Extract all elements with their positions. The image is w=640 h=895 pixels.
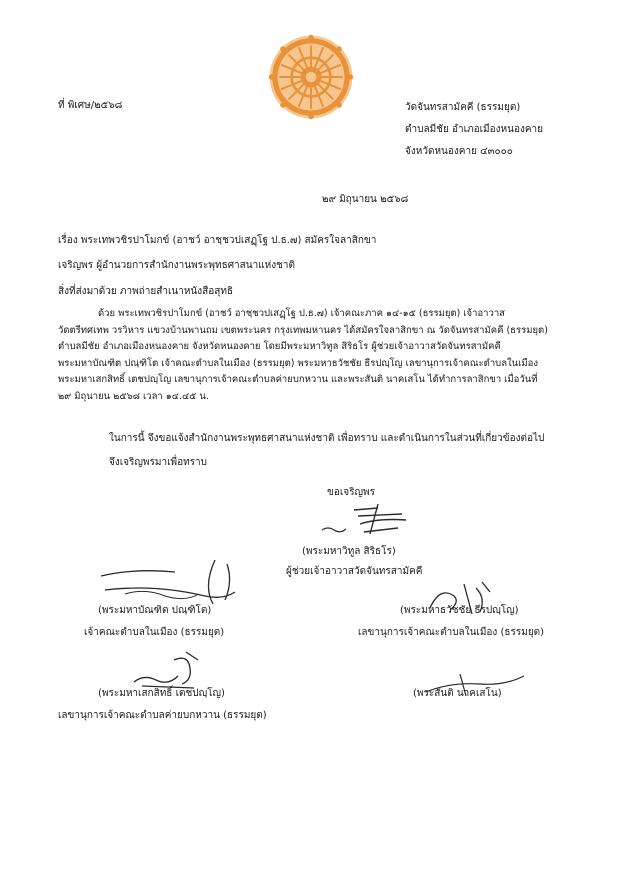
- signer-right2-name: (พระสันติ นาคเสโน): [413, 688, 502, 699]
- signer-right1-title: เลขานุการเจ้าคณะตำบลในเมือง (ธรรมยุต): [358, 627, 545, 638]
- body-line-5: พระมหาเสกสิทธิ์ เตชปญฺโญ เลขานุการเจ้าคณะตำบลค่ายบกหวาน และพระสันติ นาคเสโน ได้ทำการลาสิกขา เมื่อวันที่: [58, 374, 538, 385]
- subject-line: เรื่อง พระเทพวชิรปาโมกข์ (อาชว์ อาชฺชวปเสฏฺโฐ ป.ธ.๗) สมัครใจลาสิกขา: [58, 235, 377, 246]
- org-line-2: ตำบลมีชัย อำเภอเมืองหนองคาย: [405, 124, 544, 135]
- body-line-2: วัดตรีทศเทพ วรวิหาร แขวงบ้านพานถม เขตพระนคร กรุงเทพมหานคร ได้สมัครใจลาสิกขา ณ วัดจันทรสามัคคี (ธรรมยุต): [58, 324, 548, 336]
- signer-main-title: ผู้ช่วยเจ้าอาวาสวัดจันทรสามัคคี: [286, 566, 423, 577]
- reference-number: ที่ พิเศษ/๒๕๖๘: [58, 100, 123, 111]
- org-line-3: จังหวัดหนองคาย ๔๓๐๐๐: [405, 146, 513, 157]
- signer-main-name: (พระมหาวิทูล สิริธโร): [302, 546, 396, 557]
- body-line-1: ด้วย พระเทพวชิรปาโมกข์ (อาชว์ อาชฺชวปเสฏฺโฐ ป.ธ.๗) เจ้าคณะภาค ๑๔-๑๕ (ธรรมยุต) เจ้าอาวาส: [98, 308, 505, 319]
- dharma-wheel-emblem: [267, 33, 355, 121]
- enclosure-line: สิ่งที่ส่งมาด้วย ภาพถ่ายสำเนาหนังสือสุทธิ: [58, 286, 234, 297]
- signer-left2-name: (พระมหาเสกสิทธิ์ เตชปญฺโญ): [98, 688, 225, 699]
- signer-left1-title: เจ้าคณะตำบลในเมือง (ธรรมยุต): [84, 627, 225, 638]
- salutation: ขอเจริญพร: [327, 487, 375, 498]
- org-line-1: วัดจันทรสามัคคี (ธรรมยุต): [405, 102, 521, 113]
- signer-right1-name: (พระมหาธวัชชัย ธีรปญฺโญ): [400, 605, 519, 616]
- signature-left1: [95, 556, 245, 608]
- recipient-line: เจริญพร ผู้อำนวยการสำนักงานพระพุทธศาสนาแห่งชาติ: [58, 260, 296, 271]
- body-line-6: ๒๙ มิถุนายน ๒๕๖๘ เวลา ๑๔.๔๕ น.: [58, 390, 209, 402]
- body-line-3: ตำบลมีชัย อำเภอเมืองหนองคาย จังหวัดหนองคาย โดยมีพระมหาวิทูล สิริธโร ผู้ช่วยเจ้าอาวาสวัดจันทรสามัคคี: [58, 341, 501, 352]
- body-line-4: พระมหาบัณฑิต ปณฺฑิโต เจ้าคณะตำบลในเมือง (ธรรมยุต) พระมหาธวัชชัย ธีรปญฺโญ เลขานุการเจ้าคณะตำบลในเมือง: [58, 357, 539, 369]
- closing-request: จึงเจริญพรมาเพื่อทราบ: [109, 457, 208, 468]
- letter-date: ๒๙ มิถุนายน ๒๕๖๘: [322, 194, 409, 205]
- body-paragraph: [58, 306, 578, 405]
- signer-left2-title: เลขานุการเจ้าคณะตำบลค่ายบกหวาน (ธรรมยุต): [58, 710, 267, 721]
- signature-left2: [128, 650, 208, 690]
- closing-paragraph: ในการนี้ จึงขอแจ้งสำนักงานพระพุทธศาสนาแห่งชาติ เพื่อทราบ และดำเนินการในส่วนที่เกี่ยวข้องต่อไป: [109, 433, 545, 444]
- signature-main: [318, 500, 413, 538]
- signer-left1-name: (พระมหาบัณฑิต ปณฺฑิโต): [98, 605, 212, 616]
